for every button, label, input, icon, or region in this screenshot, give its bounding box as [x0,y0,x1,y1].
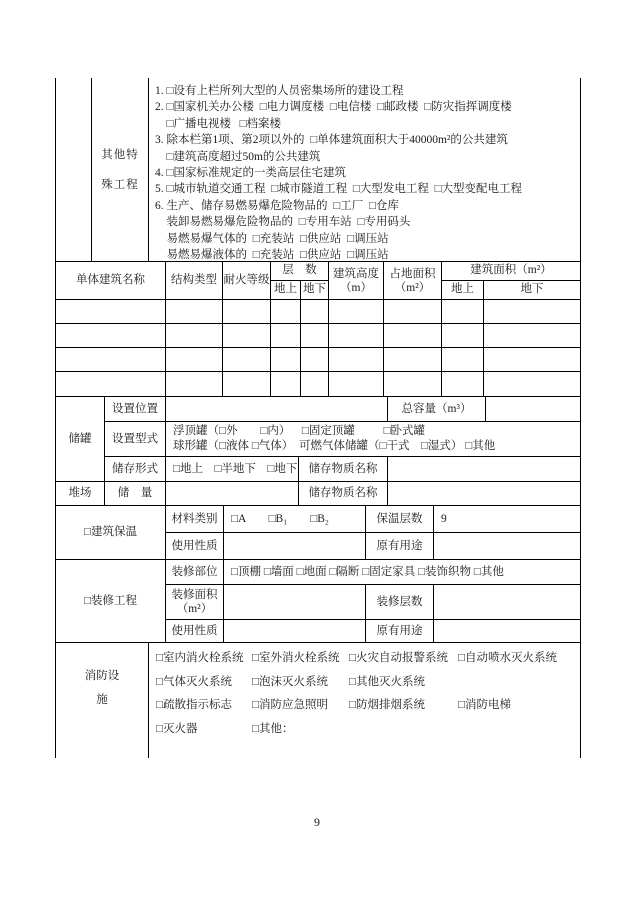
building-table-row [56,324,581,348]
special-option-line[interactable]: 易燃易爆液体的 □充装站 □供应站 □调压站 [155,249,389,261]
land-area-input-cell[interactable] [384,348,442,371]
tank-material-input-cell[interactable] [388,457,581,481]
tank-position-input-cell[interactable] [166,397,388,421]
special-option-line[interactable]: 6. 生产、储存易燃易爆危险物品的 □工厂 □仓库 [155,199,399,212]
structure-type-input-cell[interactable] [166,372,223,396]
area-below-input-cell[interactable] [484,372,581,396]
tank-material-label: 储存物质名称 [299,457,388,481]
area-above-input-cell[interactable] [442,372,484,396]
land-area-input-cell[interactable] [384,324,442,347]
fire-facilities-options [149,643,581,758]
fire-option-checkbox[interactable]: □消防电梯 [458,699,511,711]
floors-above-input-cell[interactable] [271,348,301,371]
yard-amount-label: 储 量 [105,482,166,505]
decoration-part-options[interactable]: □顶棚 □墙面 □地面 □隔断 □固定家具 □装饰织物 □其他 [224,560,581,584]
insulation-original-use-input-cell[interactable] [434,533,581,559]
fire-option-checkbox[interactable]: □室内消火栓系统 [156,652,244,664]
yard-amount-input-cell[interactable] [166,482,299,505]
decoration-area-input-cell[interactable] [224,585,366,619]
col-header-floors-above: 地上 [271,281,301,299]
floors-below-input-cell[interactable] [301,300,329,323]
structure-type-input-cell[interactable] [166,324,223,347]
tank-label: 储罐 [56,397,105,481]
section-other-special-projects [56,78,581,262]
height-input-cell[interactable] [329,348,384,371]
special-option-line[interactable]: 装卸易燃易爆危险物品的 □专用车站 □专用码头 [155,216,411,229]
special-option-line[interactable]: 易燃易爆气体的 □充装站 □供应站 □调压站 [155,232,389,245]
building-name-input-cell[interactable] [56,324,166,347]
building-name-input-cell[interactable] [56,300,166,323]
area-below-input-cell[interactable] [484,348,581,371]
area-above-input-cell[interactable] [442,348,484,371]
floors-below-input-cell[interactable] [301,324,329,347]
other-special-projects-options [149,78,581,261]
fire-rating-input-cell[interactable] [223,324,271,347]
tank-group [56,397,581,482]
land-area-input-cell[interactable] [384,372,442,396]
fire-option-checkbox[interactable]: □室外消火栓系统 [252,652,340,664]
area-above-input-cell[interactable] [442,324,484,347]
other-special-projects-label: 其他特 殊工程 [92,78,149,261]
section-building-insulation [56,506,581,560]
floors-below-input-cell[interactable] [301,372,329,396]
decoration-floors-label: 装修层数 [366,585,434,619]
tank-storage-form-options[interactable]: □地上 □半地下 □地下 [166,457,299,481]
land-area-input-cell[interactable] [384,300,442,323]
col-header-floor-area: 建筑面积（m²） [442,262,581,280]
special-option-line[interactable]: 2. □国家机关办公楼 □电力调度楼 □电信楼 □邮政楼 □防灾指挥调度楼 [155,101,512,114]
special-option-line[interactable]: 4. □国家标准规定的一类高层住宅建筑 [155,167,346,180]
fire-rating-input-cell[interactable] [223,348,271,371]
col-header-floors: 层 数 [271,262,329,280]
fire-rating-input-cell[interactable] [223,300,271,323]
tank-position-label: 设置位置 [105,397,166,421]
fire-option-checkbox[interactable]: □疏散指示标志 [156,699,232,711]
decoration-area-label: 装修面积 （m²） [166,585,224,619]
col-header-land-area: 占地面积 （m²） [384,262,442,299]
decoration-original-use-label: 原有用途 [366,620,434,642]
fire-option-checkbox[interactable]: □消防应急照明 [252,699,328,711]
decoration-part-label: 装修部位 [166,560,224,584]
section-building-table [56,262,581,397]
tank-type-options[interactable]: 浮顶罐（□外 □内） □固定顶罐 □卧式罐 球形罐（□液体 □气体） 可燃气体储罐（□干式 □湿式） □其他 [166,422,581,456]
parent-category-cell-empty [56,78,92,261]
decoration-project-checkbox-label[interactable]: □装修工程 [56,560,166,642]
building-table-row [56,348,581,372]
form-table [55,78,581,758]
page-number: 9 [314,815,320,829]
structure-type-input-cell[interactable] [166,348,223,371]
yard-row [56,482,581,505]
yard-material-input-cell[interactable] [388,482,581,505]
insulation-usage-label: 使用性质 [166,533,224,559]
insulation-material-options[interactable]: □A □B₁ □B₂ [224,506,366,532]
yard-material-label: 储存物质名称 [299,482,388,505]
building-insulation-checkbox-label[interactable]: □建筑保温 [56,506,166,559]
height-input-cell[interactable] [329,372,384,396]
fire-option-checkbox[interactable]: □其他灭火系统 [349,675,425,688]
section-storage-tank [56,397,581,506]
building-table-row [56,300,581,324]
decoration-floors-input-cell[interactable] [434,585,581,619]
building-table-header [56,262,581,300]
special-option-line[interactable]: 1. □设有上栏所列大型的人员密集场所的建设工程 [155,85,404,97]
col-header-floors-below: 地下 [301,281,329,299]
fire-option-checkbox[interactable]: □自动喷水灭火系统 [458,652,557,664]
floors-above-input-cell[interactable] [271,300,301,323]
area-below-input-cell[interactable] [484,300,581,323]
fire-option-checkbox[interactable]: □泡沫灭火系统 [252,675,328,688]
floors-above-input-cell[interactable] [271,324,301,347]
col-header-building-height: 建筑高度 （m） [329,262,384,299]
tank-storage-form-label: 储存形式 [105,457,166,481]
fire-option-checkbox[interactable]: □防烟排烟系统 [349,699,425,711]
building-table-row [56,372,581,396]
fire-option-checkbox[interactable]: □灭火器 [156,722,198,735]
col-header-floor-area-below: 地下 [484,281,581,299]
insulation-layers-label: 保温层数 [366,506,434,532]
section-fire-facilities [56,643,581,758]
fire-option-checkbox[interactable]: □火灾自动报警系统 [349,652,448,664]
decoration-original-use-input-cell[interactable] [434,620,581,642]
floors-above-input-cell[interactable] [271,372,301,396]
section-decoration-project [56,560,581,643]
col-header-fire-rating: 耐火等级 [223,262,271,299]
fire-facilities-label: 消防设 施 [56,643,149,758]
area-above-input-cell[interactable] [442,300,484,323]
decoration-usage-input-cell[interactable] [224,620,366,642]
fire-option-checkbox[interactable]: □其他： [252,722,294,735]
structure-type-input-cell[interactable] [166,300,223,323]
insulation-usage-input-cell[interactable] [224,533,366,559]
floors-below-input-cell[interactable] [301,348,329,371]
insulation-layers-value[interactable]: 9 [434,506,581,532]
col-header-floor-area-above: 地上 [442,281,484,299]
special-option-line[interactable]: □广播电视楼 □档案楼 [155,117,282,130]
insulation-original-use-label: 原有用途 [366,533,434,559]
special-option-line[interactable]: 3. 除本栏第1项、第2项以外的 □单体建筑面积大于40000m²的公共建筑 [155,134,508,147]
building-name-input-cell[interactable] [56,372,166,396]
tank-capacity-input-cell[interactable] [486,397,581,421]
building-name-input-cell[interactable] [56,348,166,371]
insulation-material-label: 材料类别 [166,506,224,532]
yard-label: 堆场 [56,482,105,505]
fire-rating-input-cell[interactable] [223,372,271,396]
height-input-cell[interactable] [329,324,384,347]
special-option-line[interactable]: 5. □城市轨道交通工程 □城市隧道工程 □大型发电工程 □大型变配电工程 [155,183,523,196]
height-input-cell[interactable] [329,300,384,323]
tank-capacity-label: 总容量（m³） [388,397,486,421]
col-header-structure-type: 结构类型 [166,262,223,299]
special-option-line[interactable]: □建筑高度超过50m的公共建筑 [155,150,321,163]
col-header-building-name: 单体建筑名称 [56,262,166,299]
fire-option-checkbox[interactable]: □气体灭火系统 [156,675,232,688]
area-below-input-cell[interactable] [484,324,581,347]
decoration-usage-label: 使用性质 [166,620,224,642]
tank-type-label: 设置型式 [105,422,166,456]
